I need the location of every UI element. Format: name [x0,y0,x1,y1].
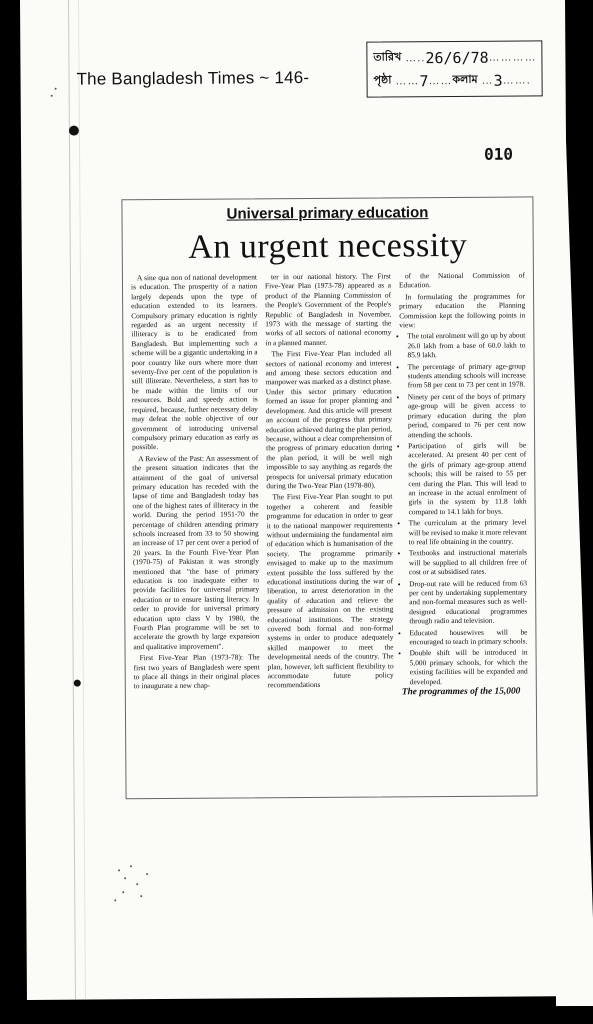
date-stamp-box [366,40,542,97]
paragraph: of the National Commission of Education. [398,270,525,290]
programme-points-list [399,331,527,686]
page-column-row: পৃষ্ঠা …… 7 …… কলাম … 3 ……. [373,71,531,90]
paragraph: ter in our national history. The First Five-Year Plan (1973-78) appeared as a product of the Planning Commission of the People's Government of the People's Republic of Bangladesh in November, 1973 with the message of starting the works of all sectors of national economy in a planned manner. [264,271,392,348]
list-item: • The curriculum at the primary level will be revised to make it more relevant to real life obtaining in the country. [409,518,527,547]
paper-edge [549,0,593,1006]
paragraph: A sine qua non of national development is education. The prosperity of a nation largely depends upon the type of education extended to its learners. Compulsory primary education is rightly regarded as an urgent necessity if illiteracy is to be eradicated from Bangladesh. But implementing such a scheme will be a gigantic undertaking in a poor country like ours where more than seventy-five per cent of the population is still illiterate. Nevertheless, a start has to be made within the limits of our resources. Bold and speedy action is required, because, further necessary delay may defeat the noble objective of our government of introducing universal compulsory primary education as early as possible. [130,272,259,452]
article-headline: An urgent necessity [188,226,468,266]
paragraph: The First Five-Year Plan sought to put together a coherent and feasible programme for education in order to gear it to the national manpower requirements without undermining the fundamental aim of education which is humanisation of the society. The programme primarily envisaged to make up to the maximum extent possible the loss suffered by the educational institutions during the war of liberation, to arrest deterioration in the quality of education and relieve the pressure of admission on the existing educational institutions. The strategy covered both formal and non-formal systems in order to produce adequately skilled manpower to meet the developmental needs of the country. The plan, however, left sufficient flexibility to accommodate future policy recommendations [266,491,394,690]
margin-fold-line [68,0,76,1000]
article-column-2 [265,271,394,698]
list-item: • Ninety per cent of the boys of primary age-group will be given access to primary education during the plan period, compared to 76 per cent now attending the schools. [408,391,526,439]
article-column-3 [399,270,528,697]
list-item: • The percentage of primary age-group students attending schools will increase from 58 per cent to 73 per cent in 1978. [408,361,526,390]
page-label: পৃষ্ঠা [373,74,392,87]
list-item: • Drop-out rate will be reduced from 63 per cent by undertaking supplementary and non-formal measures such as well-designed educational programmes through radio and television. [409,578,527,626]
article-column-1 [131,272,260,699]
paragraph: A Review of the Past: An assessment of the present situation indicates that the attainment of the goal of universal primary education has receded with the lapse of time and Bangladesh today has one of the highest rates of illiteracy in the world. During the period 1951-70 the percentage of children attending primary schools increased from 33 to 50 showing an increase of 17 per cent over a period of 20 years. In the Fourth Five-Year Plan (1970-75) of Pakistan it was strongly mentioned that "the base of primary education is too inadequate either to provide facilities for universal primary education or to ensure lasting literacy. In order to provide for universal primary education upto class V by 1980, the Fourth Plan programme will be set to accelerate the growth by large expansion and qualitative improvement". [132,453,260,652]
column-label: কলাম [452,73,478,86]
paragraph: The First Five-Year Plan included all sectors of national economy and interest and among these sectors education and manpower was marked as a distinct phase. Under this sector primary education formed an issue for proper planning and development. And this article will present an account of the progress that primary education achieved during the plan period, because, without a clear comprehension of the progress of primary education during the plan period, it will be well nigh impossible to say anything as regards the prospects for universal primary education during the Two-Year Plan (1978-80). [265,348,393,491]
list-item: • Educated housewives will be encouraged to teach in primary schools. [409,627,527,647]
column-value: 3 [493,71,503,90]
page-value: 7 [419,71,429,90]
article-continuation: The programmes of the 15,000 [401,686,521,698]
list-item: • Participation of girls will be accelerated. At present 40 per cent of the girls of primary age-group attend schools; this will be raised to 55 per cent during the Plan. This will lead to an increase in the actual enrolment of girls in the system by 11.8 lakh compared to 14.1 lakh for boys. [408,440,527,516]
article-kicker: Universal primary education [226,204,429,223]
article-clipping [121,196,537,799]
date-value: 26/6/78 [425,48,489,67]
margin-fold-line-secondary [78,0,86,1000]
list-item: • Textbooks and instructional materials will be supplied to all children free of cost or at subsidised rates. [409,548,527,577]
paragraph: First Five-Year Plan (1973-78): The first two years of Bangladesh were spent to place all things in their original places to inaugurate a new chap- [133,652,260,691]
newspaper-source: The Bangladesh Times ~ 146- [76,67,310,89]
list-item: • Double shift will be introduced in 5,000 primary schools, for which the existing facilities will be expanded and developed. [410,648,528,686]
clipping-sheet [20,0,572,1000]
paragraph: In formulating the programmes for primary education the Planning Commission kept the following points in view: [399,291,526,330]
date-row: তারিখ ….. 26/6/78 ………… [373,48,537,67]
list-item: • The total enrolment will go up by about 26.0 lakh from a base of 60.0 lakh to 85.9 lakh. [407,331,525,360]
punch-hole-icon [69,126,79,136]
date-label: তারিখ [373,51,402,64]
file-number: 010 [484,144,514,164]
punch-hole-icon [74,680,81,687]
article-columns [131,270,528,699]
